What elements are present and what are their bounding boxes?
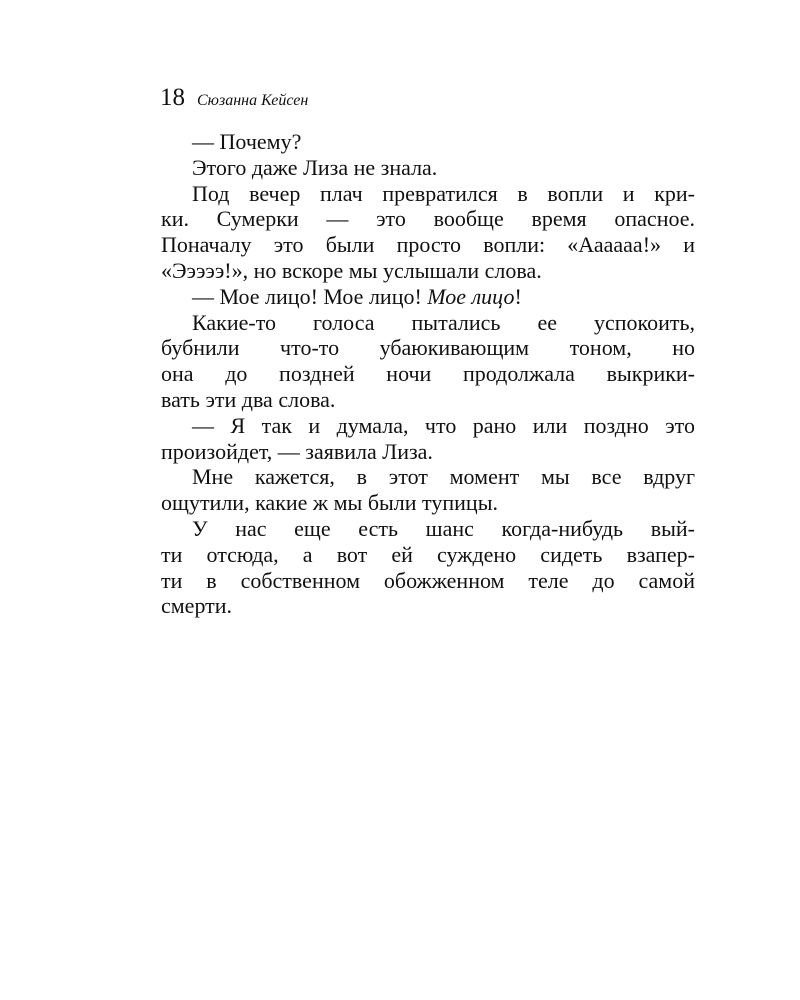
body-text [161, 129, 695, 619]
running-head [160, 84, 308, 112]
italic-emphasis: Мое лицо [427, 283, 515, 309]
text-line: Этого даже Лиза не знала. [192, 154, 438, 180]
text-line [161, 284, 695, 310]
text-line: Под вечер плач превратился в вопли и кри- [192, 180, 695, 206]
page-number: 18 [160, 84, 185, 111]
text-line: ки. Сумерки — это вообще время опасное. [161, 206, 695, 232]
text-line: — Почему? [192, 129, 302, 154]
text-span: ! [514, 283, 522, 309]
text-line: смерти. [161, 593, 233, 619]
text-line: Какие-то голоса пытались ее успокоить, [192, 309, 695, 335]
text-line: У нас еще есть шанс когда-нибудь вый- [192, 515, 695, 541]
text-span: — Мое лицо! Мое лицо! [192, 283, 428, 309]
text-line: ти в собственном обожженном теле до самой [161, 567, 695, 593]
text-line: — Я так и думала, что рано или поздно это [192, 412, 695, 438]
text-line: произойдет, — заявила Лиза. [161, 438, 433, 464]
text-line: ти отсюда, а вот ей суждено сидеть взапер- [161, 541, 695, 567]
text-line: Мне кажется, в этот момент мы все вдруг [192, 464, 695, 490]
text-line: ощутили, какие ж мы были тупицы. [161, 490, 498, 516]
text-line: Поначалу это были просто вопли: «Аааааа!» и [161, 232, 695, 258]
running-head-author: Сюзанна Кейсен [197, 92, 309, 109]
text-line: она до поздней ночи продолжала выкрики- [161, 361, 695, 387]
text-line: вать эти два слова. [161, 386, 336, 412]
text-line: «Эээээ!», но вскоре мы услышали слова. [161, 257, 542, 283]
text-line: бубнили что-то убаюкивающим тоном, но [161, 335, 695, 361]
